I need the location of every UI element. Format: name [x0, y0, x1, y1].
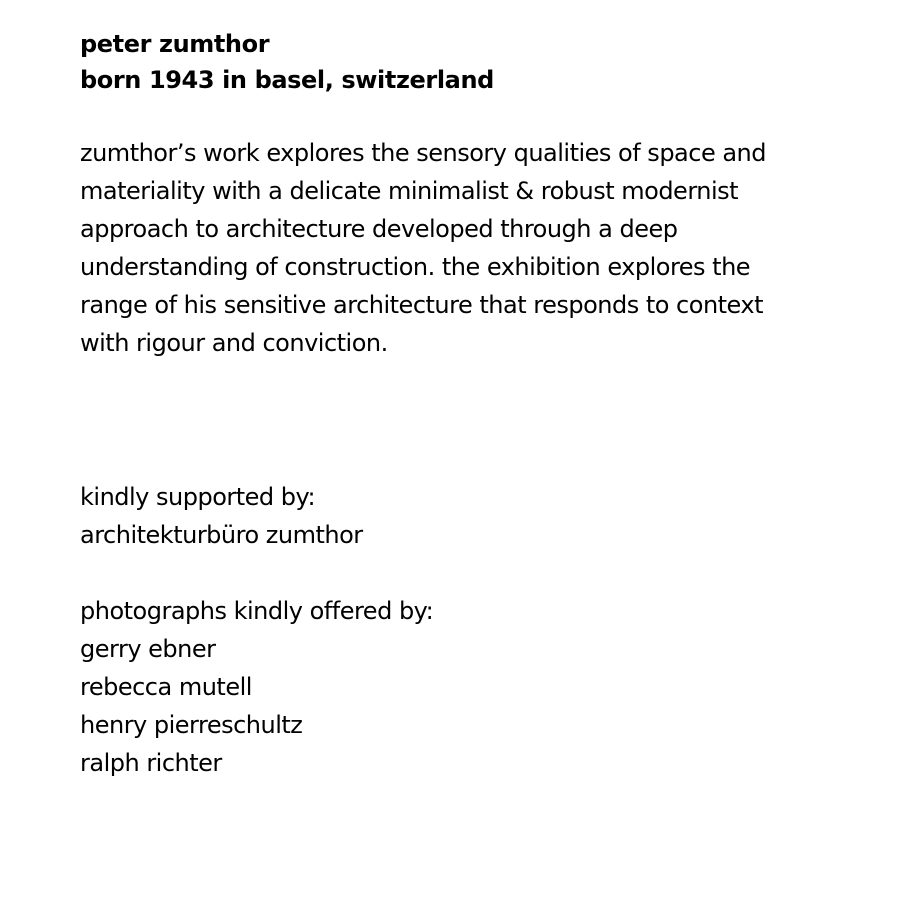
supporter-name: architekturbüro zumthor [80, 521, 363, 549]
photographer-name: ralph richter [80, 749, 222, 777]
support-credits [80, 478, 363, 554]
photographs-label: photographs kindly offered by: [80, 597, 434, 625]
exhibition-description: zumthor’s work explores the sensory qualities of space and materiality with a delicate minimalist & robust modernist approach to architecture developed through a deep understanding of construction. the exhibition explores the range of his sensitive architecture that responds to context with rigour and conviction. [80, 139, 766, 357]
photographer-name: gerry ebner [80, 635, 216, 663]
architect-name: peter zumthor [80, 30, 270, 58]
photographer-name: henry pierreschultz [80, 711, 303, 739]
photographer-name: rebecca mutell [80, 673, 252, 701]
architect-birth: born 1943 in basel, switzerland [80, 66, 494, 94]
document-page [80, 26, 870, 362]
support-label: kindly supported by: [80, 483, 316, 511]
photograph-credits [80, 592, 433, 782]
